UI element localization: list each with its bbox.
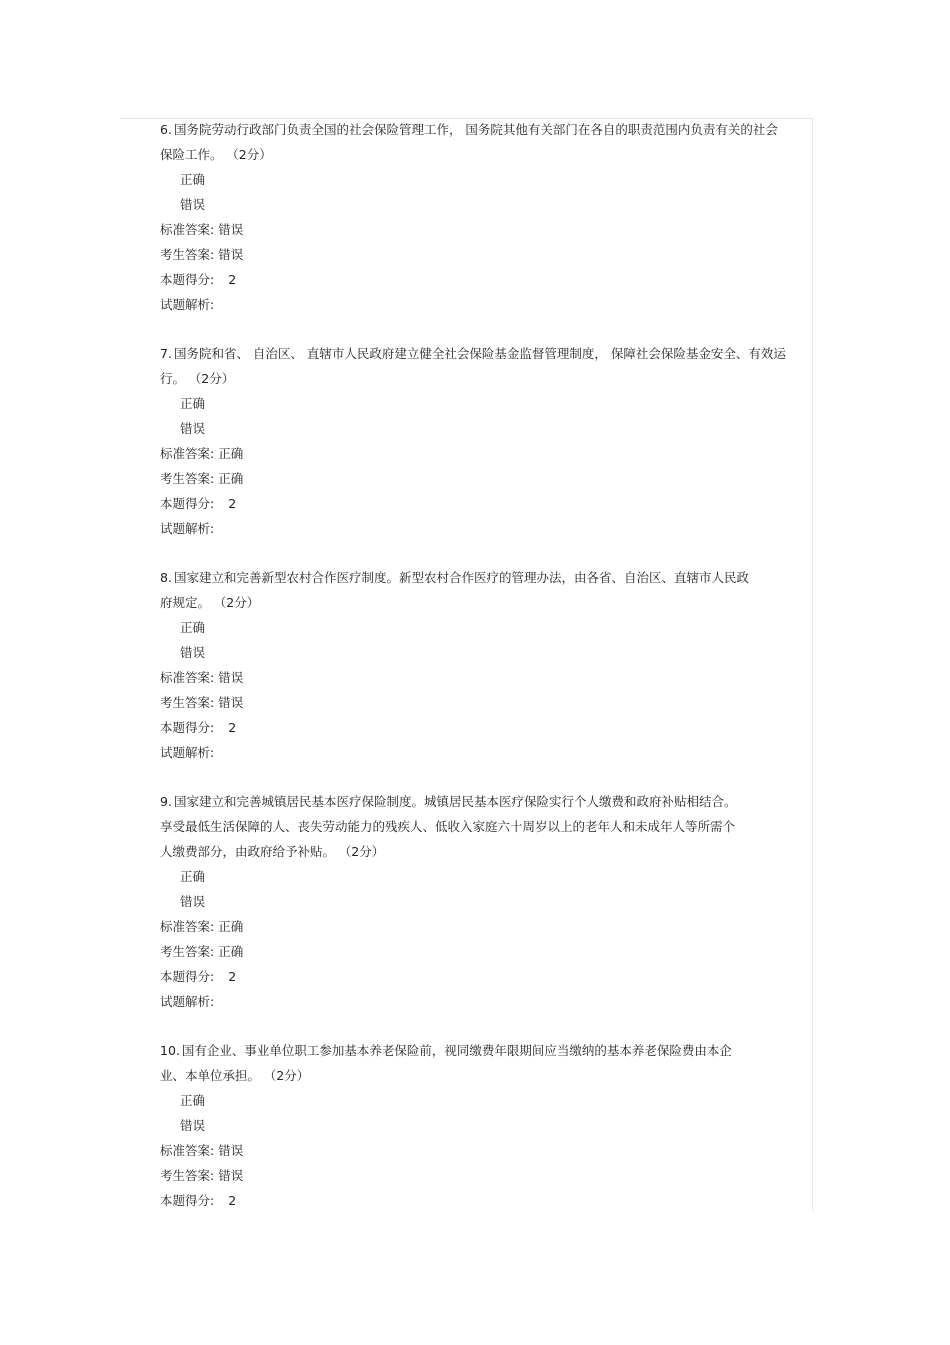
analysis-label: 试题解析:	[160, 521, 215, 536]
score-value: 2	[228, 720, 237, 735]
score-value: 2	[228, 272, 237, 287]
standard-answer-value: 错误	[218, 670, 244, 685]
question-stem	[160, 789, 746, 864]
examinee-answer	[160, 466, 800, 491]
question-score	[160, 964, 800, 989]
option-true[interactable]: 正确	[180, 172, 206, 187]
question-text: 国家建立和完善新型农村合作医疗制度。新型农村合作医疗的管理办法，由各省、自治区、直辖市人民政府规定。	[160, 570, 749, 610]
question-10	[160, 1038, 800, 1213]
question-number: 10.	[160, 1043, 180, 1058]
standard-answer-label: 标准答案:	[160, 446, 215, 461]
score-value: 2	[228, 496, 237, 511]
standard-answer-value: 错误	[218, 1143, 244, 1158]
question-points: （2分）	[195, 371, 235, 386]
question-8	[160, 565, 800, 765]
question-score	[160, 267, 800, 292]
option-true[interactable]: 正确	[180, 620, 206, 635]
examinee-answer-label: 考生答案:	[160, 695, 215, 710]
question-stem	[160, 341, 796, 391]
examinee-answer	[160, 939, 800, 964]
question-number: 9.	[160, 794, 172, 809]
question-text: 国务院劳动行政部门负责全国的社会保险管理工作， 国务院其他有关部门在各自的职责范围内负责有关的社会保险工作。	[160, 122, 778, 162]
examinee-answer-value: 错误	[218, 1168, 244, 1183]
examinee-answer-label: 考生答案:	[160, 944, 215, 959]
option-true[interactable]: 正确	[180, 1093, 206, 1108]
question-number: 8.	[160, 570, 172, 585]
standard-answer-value: 正确	[218, 919, 244, 934]
analysis-label: 试题解析:	[160, 994, 215, 1009]
standard-answer	[160, 441, 800, 466]
examinee-answer-value: 正确	[218, 471, 244, 486]
standard-answer	[160, 914, 800, 939]
examinee-answer-label: 考生答案:	[160, 1168, 215, 1183]
question-points: （2分）	[345, 844, 385, 859]
question-7	[160, 341, 800, 541]
question-stem	[160, 1038, 746, 1088]
standard-answer-value: 正确	[218, 446, 244, 461]
examinee-answer-value: 错误	[218, 695, 244, 710]
option-true[interactable]: 正确	[180, 869, 206, 884]
examinee-answer-value: 正确	[218, 944, 244, 959]
score-label: 本题得分:	[160, 720, 215, 735]
question-6	[160, 117, 800, 317]
standard-answer	[160, 1138, 800, 1163]
standard-answer	[160, 665, 800, 690]
standard-answer-label: 标准答案:	[160, 222, 215, 237]
standard-answer-label: 标准答案:	[160, 670, 215, 685]
score-label: 本题得分:	[160, 1193, 215, 1208]
score-value: 2	[228, 1193, 237, 1208]
question-text: 国有企业、事业单位职工参加基本养老保险前，视同缴费年限期间应当缴纳的基本养老保险费由本企业、本单位承担。	[160, 1043, 732, 1083]
analysis-label: 试题解析:	[160, 745, 215, 760]
option-false[interactable]: 错误	[180, 197, 206, 212]
standard-answer-value: 错误	[218, 222, 244, 237]
option-false[interactable]: 错误	[180, 421, 206, 436]
examinee-answer-label: 考生答案:	[160, 471, 215, 486]
score-label: 本题得分:	[160, 272, 215, 287]
option-false[interactable]: 错误	[180, 645, 206, 660]
question-text: 国务院和省、 自治区、 直辖市人民政府建立健全社会保险基金监督管理制度， 保障社会保险基金安全、有效运行。	[160, 346, 786, 386]
standard-answer-label: 标准答案:	[160, 919, 215, 934]
question-text: 国家建立和完善城镇居民基本医疗保险制度。城镇居民基本医疗保险实行个人缴费和政府补贴相结合。享受最低生活保障的人、丧失劳动能力的残疾人、低收入家庭六十周岁以上的老年人和未成年人等所需个人缴费部分，由政府给予补贴。	[160, 794, 737, 859]
examinee-answer	[160, 242, 800, 267]
question-points: （2分）	[232, 147, 272, 162]
question-9	[160, 789, 800, 1014]
question-points: （2分）	[270, 1068, 310, 1083]
standard-answer-label: 标准答案:	[160, 1143, 215, 1158]
analysis-label: 试题解析:	[160, 297, 215, 312]
question-score	[160, 715, 800, 740]
question-score	[160, 491, 800, 516]
option-true[interactable]: 正确	[180, 396, 206, 411]
examinee-answer	[160, 690, 800, 715]
score-value: 2	[228, 969, 237, 984]
examinee-answer-label: 考生答案:	[160, 247, 215, 262]
examinee-answer-value: 错误	[218, 247, 244, 262]
question-stem	[160, 565, 750, 615]
question-score	[160, 1188, 800, 1213]
score-label: 本题得分:	[160, 496, 215, 511]
option-false[interactable]: 错误	[180, 1118, 206, 1133]
score-label: 本题得分:	[160, 969, 215, 984]
option-false[interactable]: 错误	[180, 894, 206, 909]
question-list	[160, 117, 800, 1213]
question-number: 7.	[160, 346, 172, 361]
question-points: （2分）	[220, 595, 260, 610]
question-stem	[160, 117, 780, 167]
examinee-answer	[160, 1163, 800, 1188]
question-number: 6.	[160, 122, 172, 137]
standard-answer	[160, 217, 800, 242]
